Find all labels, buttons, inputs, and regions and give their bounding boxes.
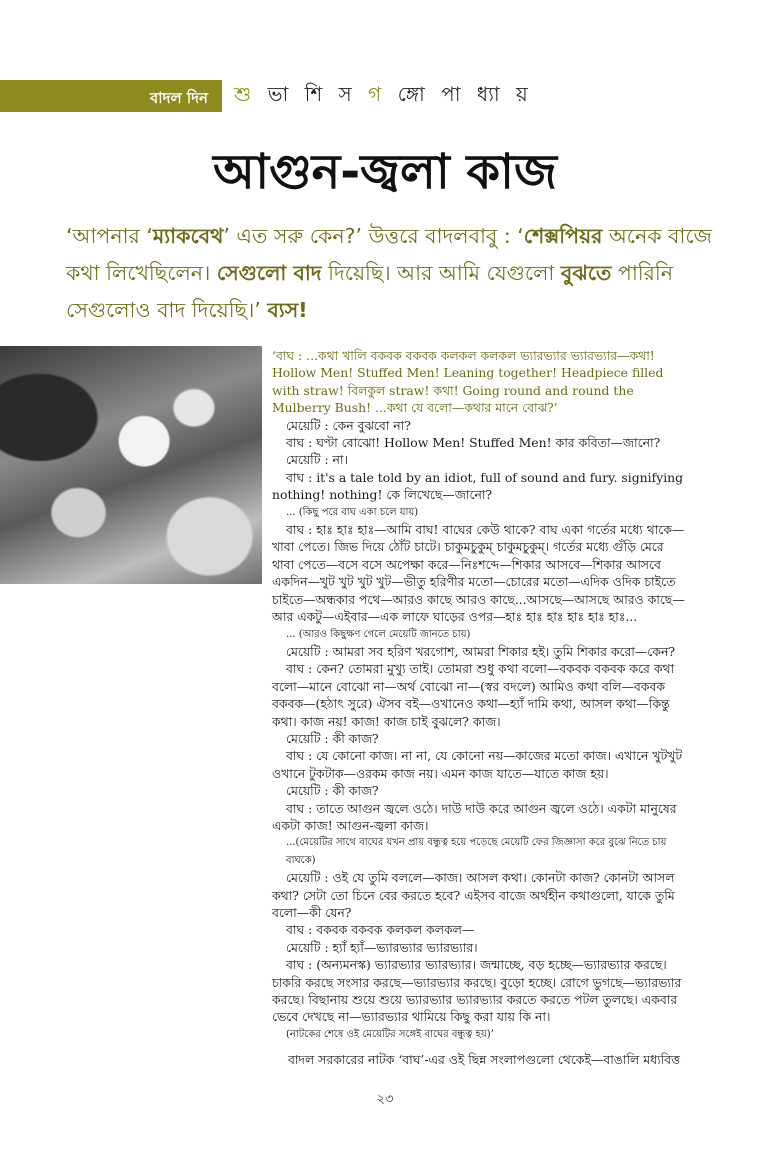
section-tag: বাদল দিন (149, 89, 208, 107)
play-line: বাঘ : যে কোনো কাজ। না না, যে কোনো নয়—কাজের মতো কাজ। এখানে খুটখুট ওখানে টুকটাক—ওরকম কাজ নয়। এমন কাজ যাতে—যাতে কাজ হয়। (272, 748, 683, 781)
stage-direction: (নাটকের শেষে ওই মেয়েটির সঙ্গেই বাঘের বন্ধুত্ব হয়)’ (286, 1028, 494, 1040)
play-line: মেয়েটি : ওই যে তুমি বললে—কাজ। আসল কথা। কোনটা কাজ? কোনটা আসল কথা? সেটা তো চিনে বের করতে হবে? এইসব বাজে অর্থহীন কথাগুলো, যাকে তুমি বলো—কী যেন? (272, 870, 675, 920)
intro-text: পারিনি সেগুলোও বাদ দিয়েছি।’ (66, 261, 674, 322)
play-line: বাঘ : (অন্যমনস্ক) ভ্যারভ্যার ভ্যারভ্যার। জন্মাচ্ছে, বড় হচ্ছে—ভ্যারভ্যার করছে। চাকরি করছে সংসার করছে—ভ্যারভ্যার করছে। বুড়ো হচ্ছে। রোগে ভুগছে—ভ্যারভ্যার করছে। বিছানায় শুয়ে শুয়ে ভ্যারভ্যার ভ্যারভ্যার করতে করতে পটল তুলছে। একবার ভেবে দেখছে না—ভ্যারভ্যার থামিয়ে কিছু করা যায় কি না। (272, 957, 682, 1025)
intro-text: ‘আপনার ‘ (66, 224, 153, 248)
header-bar (0, 80, 222, 112)
play-line: বাঘ : তাতে আগুন জ্বলে ওঠে। দাউ দাউ করে আগুন জ্বলে ওঠে। একটা মানুষের একটা কাজ! আগুন-জ্বলা কাজ। (272, 800, 677, 833)
play-line: মেয়েটি : আমরা সব হরিণ খরগোশ, আমরা শিকার হই। তুমি শিকার করো—কেন? (286, 643, 676, 659)
stage-direction: ...(মেয়েটির সাথে বাঘের যখন প্রায় বন্ধুত্ব হয়ে পড়েছে মেয়েটি ফের জিজ্ঞাসা করে বুঝে নিতে চায় বাঘকে) (286, 837, 667, 866)
play-line: বাঘ : কেন? তোমরা মুখ্যু তাই। তোমরা শুধু কথা বলো—বকবক বকবক করে কথা বলো—মানে বোঝো না—অর্থ বোঝো না—(স্বর বদলে) আমিও কথা বলি—বকবক বকবক—(হঠাৎ সুরে) ঐসব বই—ওখানেও কথা—হ্যাঁ দামি কথা, আসল কথা—কিন্তু কথা। কাজ নয়! কাজ! কাজ চাই বুঝলে? কাজ। (272, 661, 675, 729)
play-line: ‘বাঘ : ...কথা খালি বকবক বকবক কলকল কলকল ভ্যারভ্যার ভ্যারভ্যার—কথা! Hollow Men! Stuffed Men! Leaning together! Headpiece filled with straw! বিলকুল straw! কথা! Going round and round the Mulberry Bush! ...কথা যে বলো—কথার মানে বোঝ?’ (272, 348, 664, 416)
page-number: ২৩ (376, 1092, 394, 1107)
intro-emphasis: শেক্সপিয়র (523, 224, 603, 248)
play-line: মেয়েটি : না। (286, 452, 348, 468)
play-line: মেয়েটি : কী কাজ? (286, 730, 379, 746)
intro-text: দিয়েছি। আর আমি যেগুলো (321, 261, 561, 285)
stage-direction: ... (আরও কিছুক্ষণ গেলে মেয়েটি জানতে চায়) (286, 628, 471, 640)
intro-quote (66, 218, 716, 329)
intro-text: অনেক বাজে কথা লিখেছিলেন। (66, 224, 712, 285)
author-initial-1: শু (234, 82, 257, 106)
play-line: বাঘ : ঘণ্টা বোঝো! Hollow Men! Stuffed Men! কার কবিতা—জানো? (286, 435, 661, 451)
author-part-2: ঙ্গো পা ধ্যা য় (386, 82, 533, 106)
intro-emphasis: সেগুলো বাদ (216, 261, 322, 285)
play-line: বাঘ : it's a tale told by an idiot, full of sound and fury. signifying nothing! nothing! কে লিখেছে—জানো? (272, 469, 684, 503)
intro-emphasis: বুঝতে (560, 261, 612, 285)
intro-emphasis: ব্যস! (267, 298, 308, 322)
body-text: বাদল সরকারের নাটক ‘বাঘ’-এর ওই ছিন্ন সংলাপগুলো থেকেই—বাঙালি মধ্যবিত্ত (288, 1052, 680, 1067)
play-line: মেয়েটি : কী কাজ? (286, 783, 379, 799)
play-excerpt (272, 347, 687, 1043)
play-line: বাঘ : বকবক বকবক কলকল কলকল— (286, 922, 475, 938)
stage-direction: ... (কিছু পরে বাঘ একা চলে যায়) (286, 506, 419, 518)
rehearsal-photo (0, 346, 262, 584)
author-name (234, 80, 533, 113)
author-part-1: ভা শি স (256, 82, 369, 106)
intro-text: ’ এত সরু কেন?’ উত্তরে বাদলবাবু : ‘ (223, 224, 524, 248)
play-line: মেয়েটি : কেন বুঝবো না? (286, 417, 411, 433)
intro-emphasis: ম্যাকবেথ (152, 224, 224, 248)
author-initial-2: গ (368, 82, 387, 106)
article-title: আগুন-জ্বলা কাজ (213, 144, 557, 200)
play-line: বাঘ : হাঃ হাঃ হাঃ—আমি বাঘ! বাঘের কেউ থাকে? বাঘ একা গর্তের মধ্যে থাকে—খাবা পেতে। জিভ দিয়ে ঠোঁট চাটে। চাকুমচুকুম্ চাকুমচুকুম্। গর্তের মধ্যে গুঁড়ি মেরে থাবা পেতে—বসে বসে অপেক্ষা করে—নিঃশব্দে—শিকার আসবে—শিকার আসবে একদিন—খুট খুট খুট খুট—ভীতু হরিণীর মতো—চোরের মতো—এদিক ওদিক চাইতে চাইতে—অন্ধকার পথে—আরও কাছে আরও কাছে...আসছে—আসছে আরও কাছে—আর একটু—এইবার—এক লাফে ঘাড়ের ওপর—হাঃ হাঃ হাঃ হাঃ হাঃ হাঃ... (272, 522, 685, 625)
play-line: মেয়েটি : হ্যাঁ হ্যাঁ—ভ্যারভ্যার ভ্যারভ্যার। (286, 939, 478, 955)
